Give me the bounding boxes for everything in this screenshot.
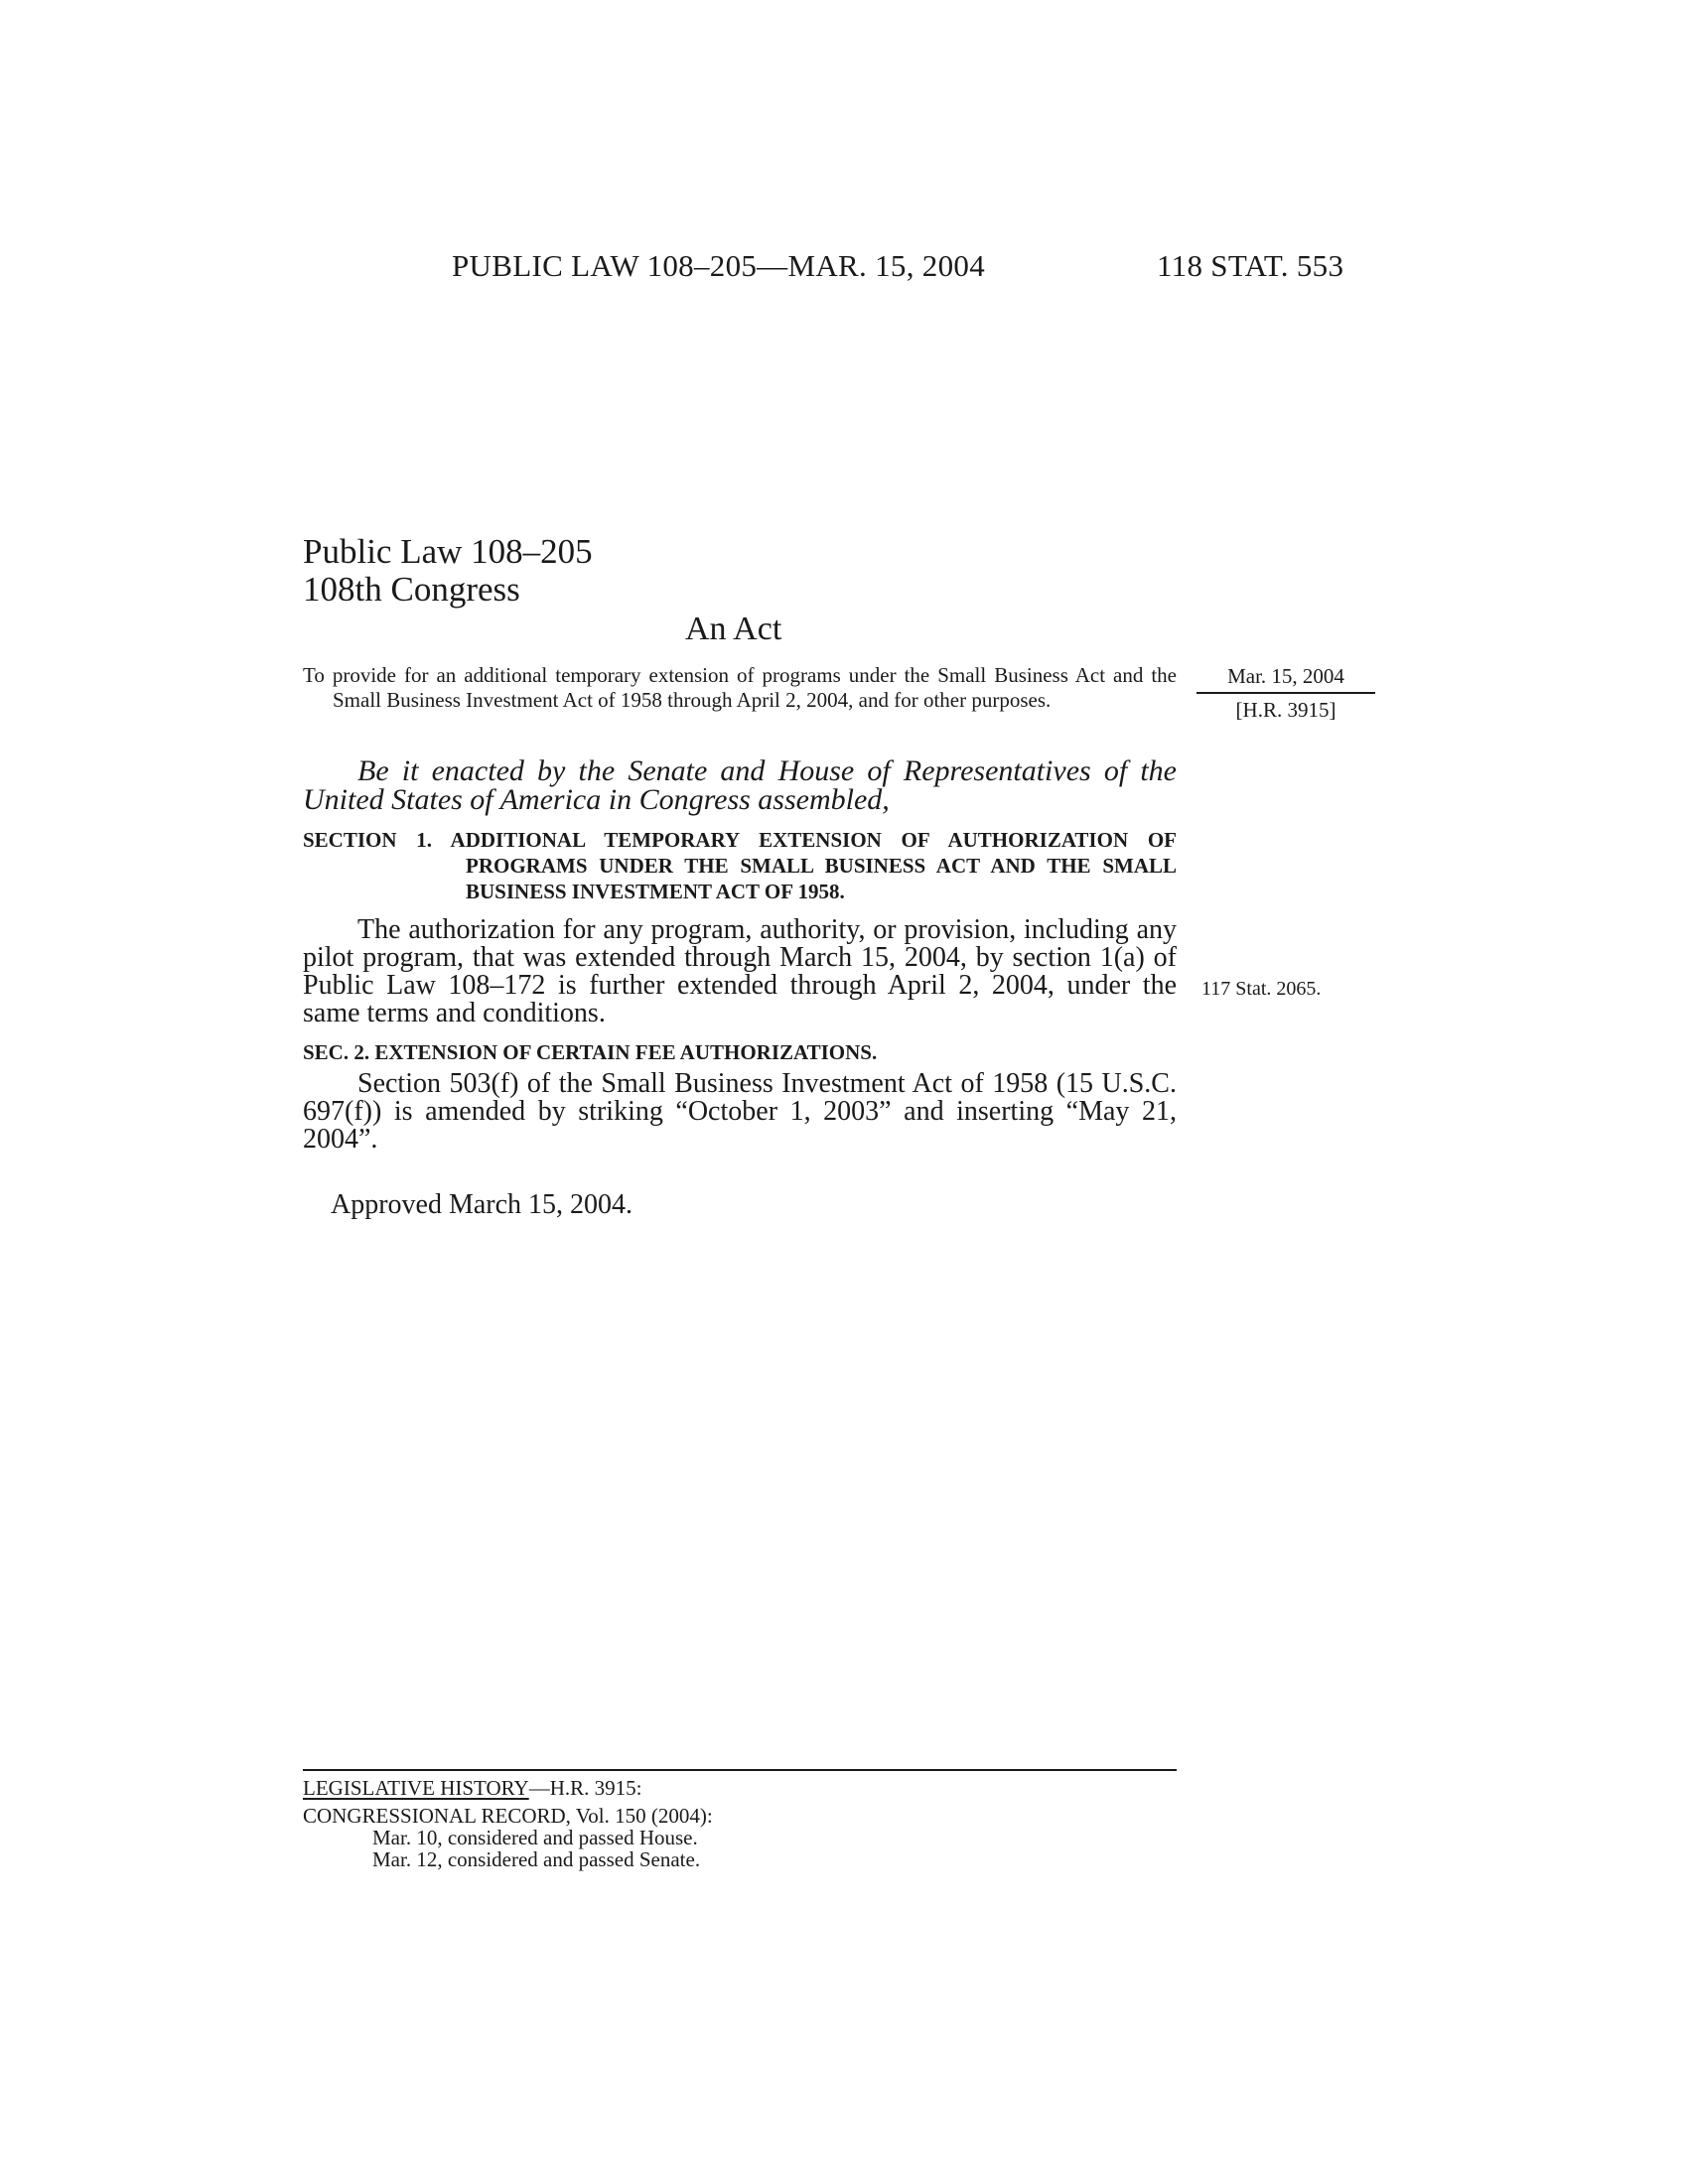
approval-date: Approved March 15, 2004. — [331, 1189, 633, 1220]
legislative-history-heading — [303, 1777, 641, 1799]
running-title: PUBLIC LAW 108–205—MAR. 15, 2004 — [452, 248, 986, 283]
margin-stat-reference: 117 Stat. 2065. — [1201, 978, 1322, 1000]
margin-divider — [1196, 692, 1375, 694]
an-act-label: An Act — [685, 611, 782, 647]
stat-page-number: 118 STAT. 553 — [1157, 248, 1344, 283]
history-entry-senate: Mar. 12, considered and passed Senate. — [372, 1847, 701, 1871]
margin-date: Mar. 15, 2004 — [1227, 664, 1344, 688]
public-law-number: Public Law 108–205 — [303, 532, 593, 571]
margin-bill-number: [H.R. 3915] — [1235, 698, 1336, 722]
congressional-record-line: CONGRESSIONAL RECORD, Vol. 150 (2004): — [303, 1804, 713, 1828]
history-entry-house: Mar. 10, considered and passed House. — [372, 1826, 698, 1849]
congress-number: 108th Congress — [303, 570, 520, 609]
section-1-heading: SECTION 1. ADDITIONAL TEMPORARY EXTENSION OF AUTHORIZATION OF PROGRAMS UNDER THE SMALL BUSINESS ACT AND THE SMALL BUSINESS INVESTMENT ACT OF 1958. — [303, 828, 1177, 903]
section-2-body: Section 503(f) of the Small Business Investment Act of 1958 (15 U.S.C. 697(f)) is amended by striking “October 1, 2003” and inserting “May 21, 2004”. — [303, 1068, 1177, 1155]
section-1-body: The authorization for any program, authority, or provision, including any pilot program, that was extended through March 15, 2004, by section 1(a) of Public Law 108–172 is further extended through April 2, 2004, under the same terms and conditions. — [303, 914, 1177, 1028]
act-purpose: To provide for an additional temporary extension of programs under the Small Business Act and the Small Business Investment Act of 1958 through April 2, 2004, and for other purposes. — [303, 663, 1177, 712]
footnote-divider — [303, 1769, 1177, 1771]
legislative-history-label: LEGISLATIVE HISTORY — [303, 1776, 529, 1800]
section-2-heading: SEC. 2. EXTENSION OF CERTAIN FEE AUTHORIZATIONS. — [303, 1040, 878, 1064]
enacting-clause: Be it enacted by the Senate and House of Representatives of the United States of America in Congress assembled, — [303, 754, 1177, 816]
legislative-history-bill: —H.R. 3915: — [528, 1776, 642, 1800]
